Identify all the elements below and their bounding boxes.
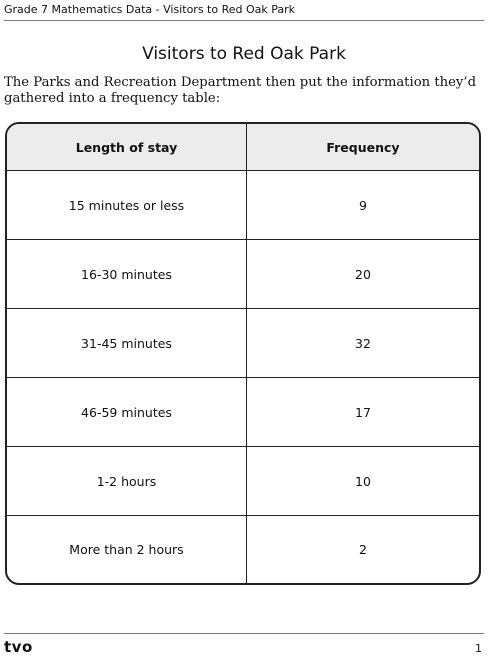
table-row — [7, 171, 479, 240]
table-row — [7, 447, 479, 516]
intro-paragraph: The Parks and Recreation Department then put the information they’d gathered into a frequency table: — [4, 75, 477, 106]
length-cell: 15 minutes or less — [7, 171, 247, 240]
frequency-cell: 20 — [247, 240, 480, 309]
table-header-row — [7, 124, 479, 171]
frequency-cell: 17 — [247, 378, 480, 447]
length-cell: 31-45 minutes — [7, 309, 247, 378]
frequency-cell: 32 — [247, 309, 480, 378]
frequency-cell: 2 — [359, 542, 367, 558]
frequency-cell: 9 — [247, 171, 480, 240]
table-row — [7, 240, 479, 309]
column-header-frequency: Frequency — [247, 124, 480, 171]
page-number: 1 — [475, 642, 482, 655]
footer-divider — [4, 633, 484, 634]
length-cell: 46-59 minutes — [7, 378, 247, 447]
table-row — [7, 378, 479, 447]
length-cell: 16-30 minutes — [7, 240, 247, 309]
header-divider — [4, 20, 484, 21]
frequency-table-grid — [7, 124, 479, 583]
page-title: Visitors to Red Oak Park — [142, 44, 346, 64]
length-cell: More than 2 hours — [7, 516, 247, 583]
column-header-length: Length of stay — [7, 124, 247, 171]
tvo-logo: tvo — [4, 638, 33, 656]
table-row — [7, 309, 479, 378]
table-row — [7, 516, 479, 583]
frequency-cell: 10 — [247, 447, 480, 516]
running-header: Grade 7 Mathematics Data - Visitors to Red Oak Park — [4, 3, 296, 16]
frequency-table — [5, 122, 481, 585]
length-cell: 1-2 hours — [7, 447, 247, 516]
